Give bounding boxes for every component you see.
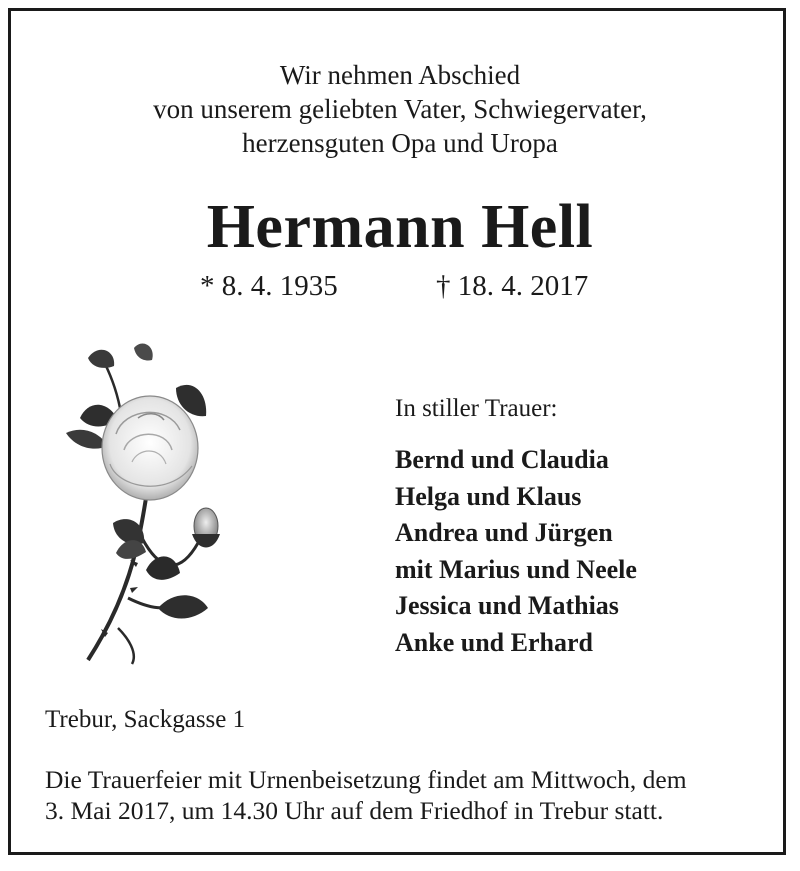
list-item: Andrea und Jürgen [395,518,613,547]
intro-text [0,58,800,160]
list-item: Helga und Klaus [395,481,582,511]
list-item: Jessica und Mathias [395,591,619,620]
intro-line: herzensguten Opa und Uropa [242,128,558,158]
death-date: † 18. 4. 2017 [436,270,589,302]
intro-line: Wir nehmen Abschied [279,60,521,90]
list-item: mit Marius und Neele [395,554,637,584]
list-item: Anke und Erhard [395,627,593,657]
deceased-name: Hermann Hell [206,193,594,261]
list-item: Bernd und Claudia [395,445,609,474]
mourning-label: In stiller Trauer: [395,395,558,422]
rose-icon [58,338,248,668]
funeral-info [45,764,765,826]
funeral-line: Die Trauerfeier mit Urnenbeisetzung findet am Mittwoch, dem [45,765,687,794]
address: Trebur, Sackgasse 1 [45,706,246,733]
birth-date: * 8. 4. 1935 [200,270,338,302]
funeral-line: 3. Mai 2017, um 14.30 Uhr auf dem Friedhof in Trebur statt. [45,796,664,825]
intro-line: von unserem geliebten Vater, Schwiegervater, [153,94,647,124]
mourners-list [395,442,637,661]
